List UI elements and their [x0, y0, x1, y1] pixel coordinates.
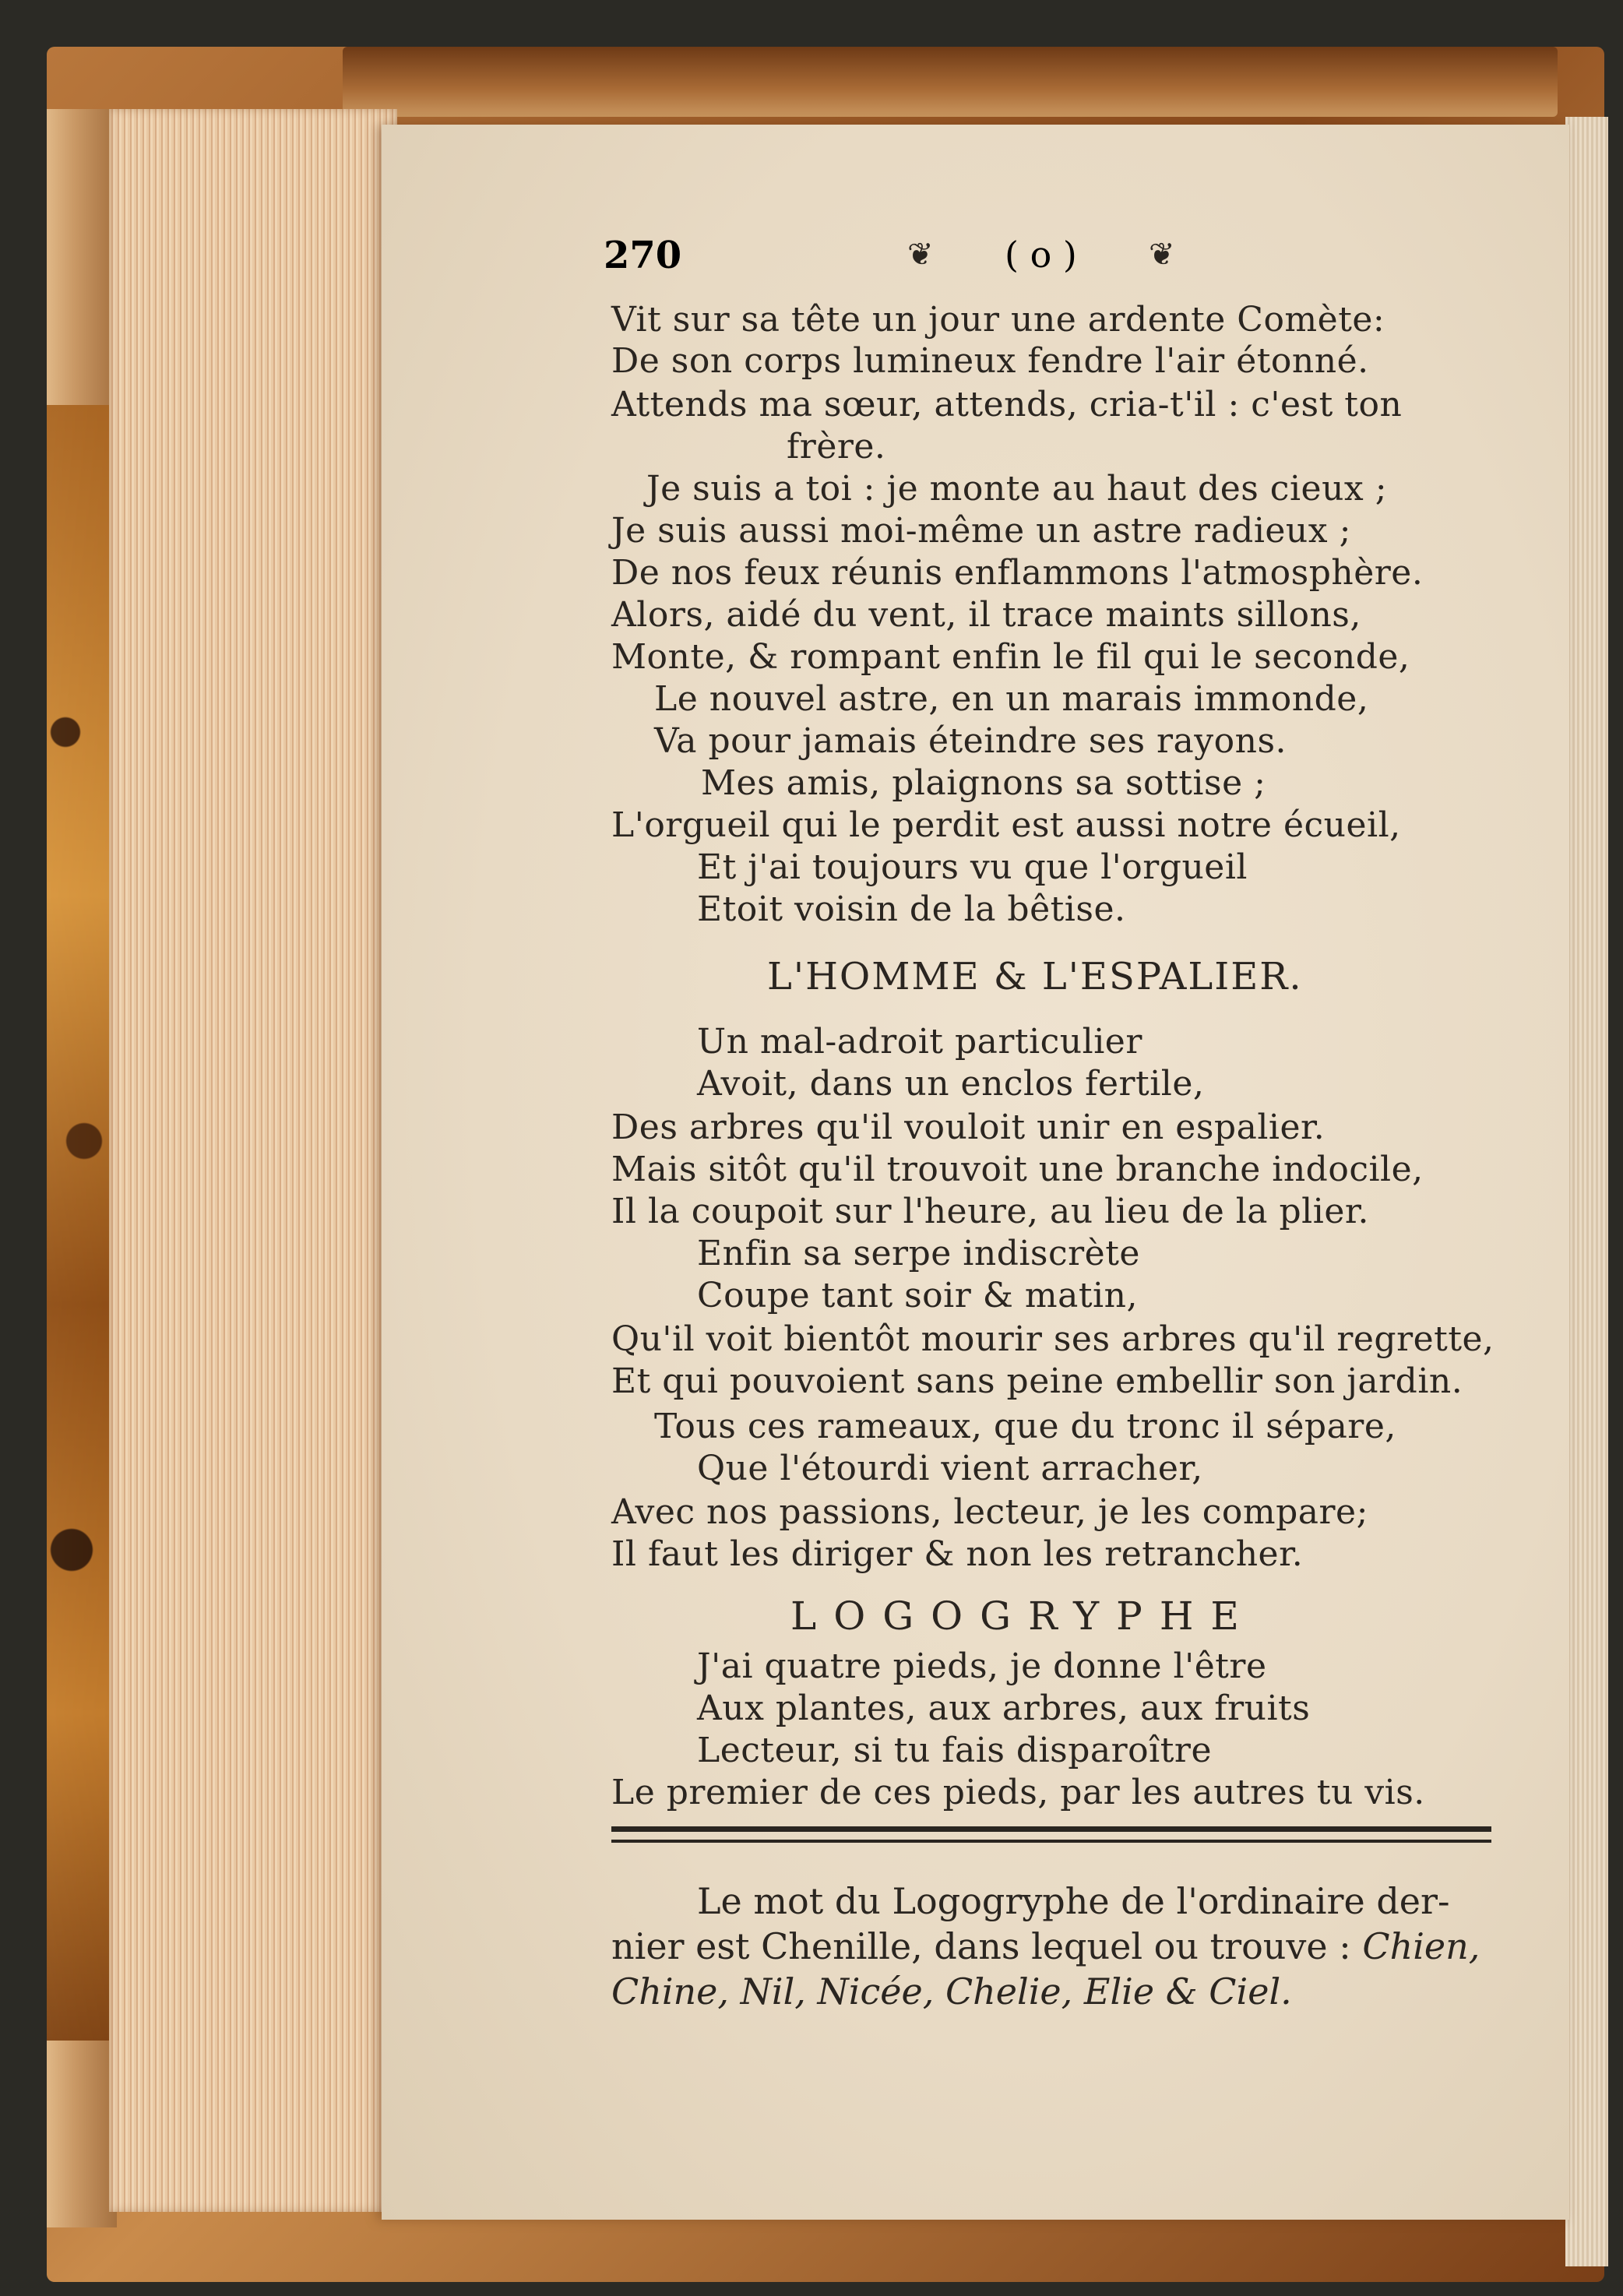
marbled-cover — [47, 405, 109, 2041]
poem-line: Des arbres qu'il vouloit unir en espalier. — [611, 1108, 1326, 1147]
poem-line: Je suis a toi : je monte au haut des cieux ; — [646, 469, 1388, 509]
poem-line: De son corps lumineux fendre l'air étonné. — [611, 341, 1369, 381]
poem-line: Avoit, dans un enclos fertile, — [697, 1064, 1205, 1104]
page-number: 270 — [604, 234, 682, 277]
poem-line: Aux plantes, aux arbres, aux fruits — [697, 1689, 1311, 1728]
poem-line: Avec nos passions, lecteur, je les compare; — [611, 1492, 1368, 1532]
ornament-left-icon: ❦ — [907, 237, 934, 273]
poem-line: Enfin sa serpe indiscrète — [697, 1234, 1140, 1273]
note-line: Le mot du Logogryphe de l'ordinaire der- — [697, 1880, 1450, 1922]
folio-mark: ( o ) — [1005, 234, 1077, 276]
poem-line: Il faut les diriger & non les retrancher. — [611, 1534, 1304, 1574]
cover-top-strip — [343, 47, 1558, 117]
poem-line: Le nouvel astre, en un marais immonde, — [654, 679, 1369, 719]
poem-line: Lecteur, si tu fais disparoître — [697, 1731, 1212, 1770]
poem-line: Que l'étourdi vient arracher, — [697, 1449, 1203, 1488]
poem-line: Mais sitôt qu'il trouvoit une branche indocile, — [611, 1150, 1424, 1189]
poem-line: De nos feux réunis enflammons l'atmosphère. — [611, 553, 1424, 593]
poem-line: Il la coupoit sur l'heure, au lieu de la plier. — [611, 1192, 1370, 1231]
poem-line: Je suis aussi moi-même un astre radieux ; — [611, 511, 1351, 551]
poem-line: Qu'il voit bientôt mourir ses arbres qu'il regrette, — [611, 1319, 1494, 1359]
note-line — [611, 1969, 1292, 2014]
poem-line: Vit sur sa tête un jour une ardente Comète: — [611, 300, 1385, 340]
poem-line: Et qui pouvoient sans peine embellir son jardin. — [611, 1361, 1463, 1401]
page-block-edges — [109, 109, 397, 2212]
poem-line: J'ai quatre pieds, je donne l'être — [697, 1646, 1267, 1686]
poem-line: Attends ma sœur, attends, cria-t'il : c'est ton — [611, 385, 1403, 424]
fable-title: L'HOMME & L'ESPALIER. — [767, 955, 1303, 998]
poem-line: Alors, aidé du vent, il trace maints sillons, — [611, 595, 1361, 635]
poem-line: Le premier de ces pieds, par les autres tu vis. — [611, 1773, 1425, 1812]
poem-line: Monte, & rompant enfin le fil qui le seconde, — [611, 637, 1410, 677]
poem-line: Etoit voisin de la bêtise. — [697, 889, 1126, 929]
poem-line: L'orgueil qui le perdit est aussi notre écueil, — [611, 805, 1401, 845]
logogriphe-title: LOGOGRYPHE — [790, 1593, 1256, 1639]
ornament-right-icon: ❦ — [1149, 237, 1175, 273]
note-italic: Chine, Nil, Nicée, Chelie, Elie & Ciel. — [611, 1970, 1292, 2013]
divider-rule — [611, 1826, 1491, 1832]
poem-line: Tous ces rameaux, que du tronc il sépare, — [654, 1407, 1396, 1446]
poem-line: Et j'ai toujours vu que l'orgueil — [697, 847, 1248, 887]
poem-line: Mes amis, plaignons sa sottise ; — [701, 763, 1266, 803]
poem-line: Va pour jamais éteindre ses rayons. — [654, 721, 1287, 761]
note-line — [611, 1924, 1480, 1969]
note-text: nier est Chenille, dans lequel ou trouve : — [611, 1925, 1363, 1967]
poem-line: Coupe tant soir & matin, — [697, 1276, 1138, 1315]
poem-line: Un mal-adroit particulier — [697, 1022, 1142, 1062]
poem-line: frère. — [787, 427, 886, 467]
note-italic: Chien, — [1362, 1925, 1480, 1967]
facing-page-edge — [1565, 117, 1608, 2266]
divider-rule — [611, 1840, 1491, 1843]
running-header — [604, 234, 1227, 280]
